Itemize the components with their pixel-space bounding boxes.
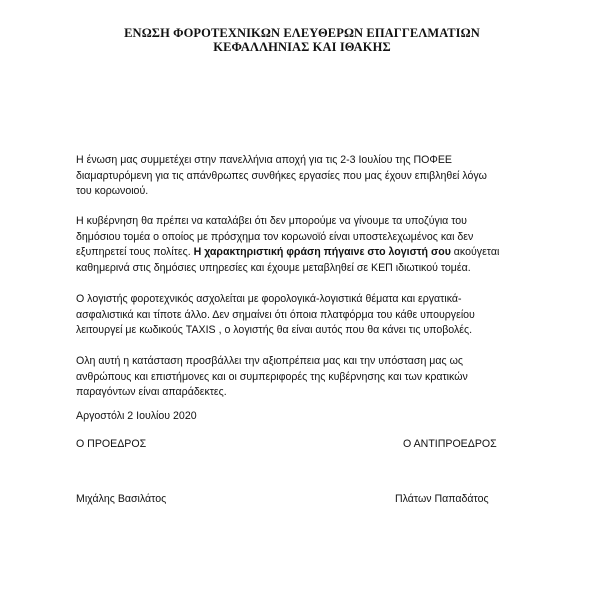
paragraph-government-criticism xyxy=(76,214,516,276)
text-line: Η κυβέρνηση θα πρέπει να καταλάβει ότι δεν μπορούμε να γίνουμε τα υποζύγια του xyxy=(76,215,467,227)
text-line: καθημερινά στις δημόσιες υπηρεσίες και έχουμε μεταβληθεί σε ΚΕΠ ιδιωτικού τομέα. xyxy=(76,261,471,274)
paragraph-accountant-role xyxy=(76,292,516,339)
emphasized-phrase: Η χαρακτηριστική φράση πήγαινε στο λογιστή σου xyxy=(193,246,451,258)
text-line: Η ένωση μας συμμετέχει στην πανελλήνια αποχή για τις 2-3 Ιουλίου της ΠΟΦΕΕ xyxy=(76,154,453,166)
president-title: Ο ΠΡΟΕΔΡΟΣ xyxy=(76,438,147,450)
text-line: παραγόντων είναι απαράδεκτες. xyxy=(76,386,227,398)
text-segment: εξυπηρετεί τους πολίτες. xyxy=(76,246,194,258)
header-subtitle: ΚΕΦΑΛΛΗΝΙΑΣ ΚΑΙ ΙΘΑΚΗΣ xyxy=(213,40,391,54)
text-line: λειτουργεί με κωδικούς TAXIS , ο λογιστής θα είναι αυτός που θα κάνει τις υποβολές. xyxy=(76,324,473,336)
text-line-mixed xyxy=(76,245,516,261)
text-line: δημόσιου τομέα ο οποίος με πρόσχημα τον κορωνοϊό είναι υποστελεχωμένος και δεν xyxy=(76,230,474,243)
text-line: ασφαλιστικά και τίποτε άλλο. Δεν σημαίνει ότι όποια πλατφόρμα του κάθε υπουργείου xyxy=(76,308,475,321)
vice-president-title: Ο ΑΝΤΙΠΡΟΕΔΡΟΣ xyxy=(403,438,497,450)
text-line: διαμαρτυρόμενη για τις απάνθρωπες συνθήκες εργασίες που μας έχουν επιβληθεί λόγω xyxy=(76,169,487,182)
vice-president-name: Πλάτων Παπαδάτος xyxy=(395,493,489,505)
text-line: του κορωνοιού. xyxy=(76,185,149,197)
paragraph-strike-participation xyxy=(76,153,516,200)
text-line: ανθρώπους και επιστήμονες και οι συμπεριφορές της κυβέρνησης και των κρατικών xyxy=(76,370,468,383)
document-date: Αργοστόλι 2 Ιουλίου 2020 xyxy=(76,410,197,422)
president-name: Μιχάλης Βασιλάτος xyxy=(76,493,167,505)
text-segment: ακούγεται xyxy=(450,246,500,258)
paragraph-conclusion xyxy=(76,354,516,401)
header-title: ΕΝΩΣΗ ΦΟΡΟΤΕΧΝΙΚΩΝ ΕΛΕΥΘΕΡΩΝ ΕΠΑΓΓΕΛΜΑΤΙΩΝ xyxy=(124,26,480,40)
text-line: Ολη αυτή η κατάσταση προσβάλλει την αξιοπρέπεια μας και την υπόσταση μας ως xyxy=(76,355,463,367)
text-line: Ο λογιστής φοροτεχνικός ασχολείται με φορολογικά-λογιστικά θέματα και εργατικά- xyxy=(76,293,462,305)
